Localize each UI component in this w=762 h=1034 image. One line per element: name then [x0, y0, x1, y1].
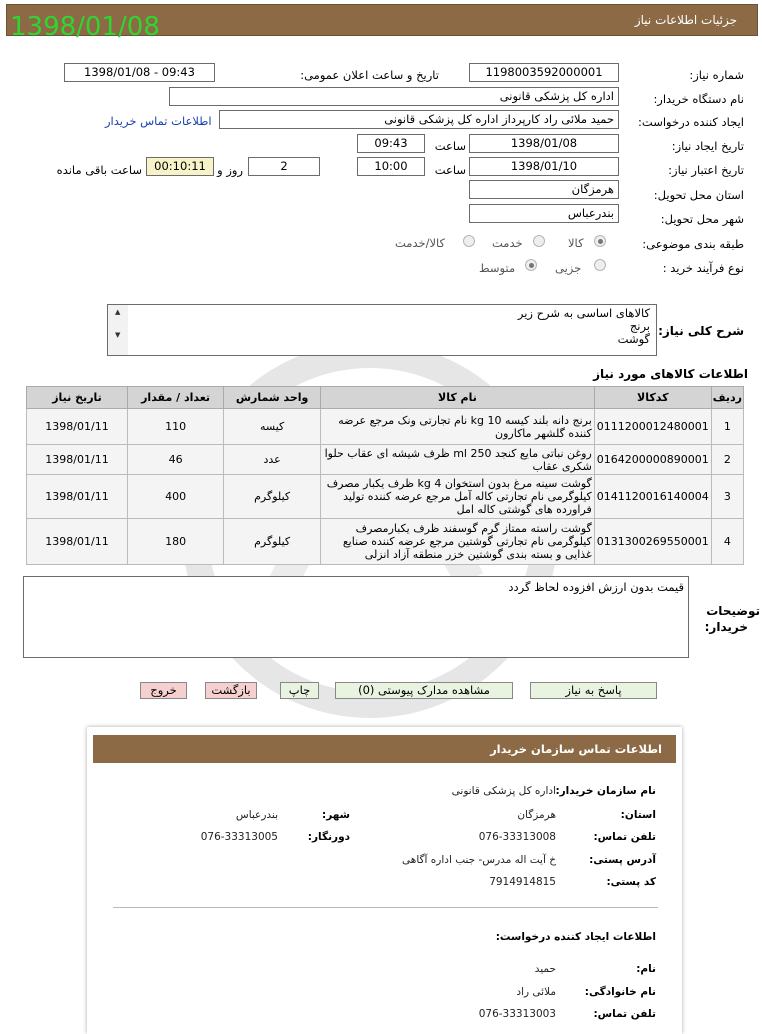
category-option-both: کالا/خدمت [395, 236, 446, 250]
requester-family-label: نام خانوادگی: [584, 986, 656, 998]
contact-panel-title: اطلاعات تماس سازمان خریدار [490, 742, 662, 756]
table-row[interactable] [27, 519, 744, 565]
contact-panel-header [93, 735, 676, 763]
contact-address-label: آدرس پستی: [589, 854, 656, 866]
contact-city-value: بندرعباس [235, 809, 278, 821]
buyer-contact-panel [87, 727, 682, 1034]
cell-date: 1398/01/11 [27, 409, 128, 445]
need-number-label: شماره نیاز: [689, 68, 744, 82]
general-desc-label: شرح کلی نیاز: [658, 324, 744, 338]
validity-time-field: 10:00 [357, 157, 425, 176]
attachments-button[interactable]: مشاهده مدارک پیوستی (0) [335, 682, 513, 699]
scroll-up-icon[interactable]: ▲ [115, 308, 121, 316]
general-desc-textarea[interactable] [107, 304, 657, 356]
th-code: کدکالا [594, 387, 711, 409]
contact-fax-label: دورنگار: [307, 831, 350, 843]
city-field: بندرعباس [469, 204, 619, 223]
buyer-notes-label-1: توضیحات [706, 604, 760, 618]
days-label: روز و [217, 163, 243, 177]
cell-code: 0164200000890001 [594, 445, 711, 475]
created-date-field: 1398/01/08 [469, 134, 619, 153]
cell-qty: 46 [128, 445, 224, 475]
creator-label: ایجاد کننده درخواست: [638, 115, 744, 129]
cell-name: گوشت سینه مرغ بدون استخوان 4 kg ظرف یکبار مصرف کیلوگرمی نام تجارتی کاله آمل مرجع عرضه کننده تولید فراورده های گوشتی کاله امل [321, 475, 595, 519]
category-radio-goods[interactable] [594, 235, 606, 247]
table-row[interactable] [27, 409, 744, 445]
contact-province-value: هرمزگان [517, 809, 556, 821]
purchase-radio-minor[interactable] [594, 259, 606, 271]
cell-code: 0141120016140004 [594, 475, 711, 519]
created-time-label: ساعت [434, 139, 466, 153]
validity-time-label: ساعت [434, 163, 466, 177]
th-name: نام کالا [321, 387, 595, 409]
buyer-org-label: نام دستگاه خریدار: [653, 92, 744, 106]
contact-org-value: اداره کل پزشکی قانونی [451, 785, 556, 797]
category-label: طبقه بندی موضوعی: [642, 237, 744, 251]
category-radio-both[interactable] [463, 235, 475, 247]
contact-province-label: استان: [620, 809, 656, 821]
announce-field: 1398/01/08 - 09:43 [64, 63, 215, 82]
buyer-contact-link[interactable]: اطلاعات تماس خریدار [105, 114, 212, 128]
general-desc-line-1: کالاهای اساسی به شرح زیر [517, 306, 650, 320]
contact-address-value: خ آیت اله مدرس- جنب اداره آگاهی [402, 854, 556, 866]
cell-date: 1398/01/11 [27, 475, 128, 519]
requester-name-value: حمید [534, 963, 556, 975]
items-table [26, 386, 744, 565]
table-row[interactable] [27, 475, 744, 519]
requester-phone-label: تلفن تماس: [593, 1008, 656, 1020]
requester-phone-value: 076-33313003 [478, 1008, 556, 1020]
th-qty: تعداد / مقدار [128, 387, 224, 409]
items-section-title: اطلاعات کالاهای مورد نیاز [593, 367, 748, 381]
city-label: شهر محل تحویل: [660, 212, 744, 226]
cell-code: 0131300269550001 [594, 519, 711, 565]
page-title: جزئیات اطلاعات نیاز [634, 13, 737, 27]
general-desc-line-3: گوشت [617, 332, 650, 346]
cell-qty: 180 [128, 519, 224, 565]
contact-postal-value: 7914914815 [489, 876, 556, 888]
cell-name: روغن نباتی مایع کنجد 250 ml ظرف شیشه ای عقاب حلوا شکری عقاب [321, 445, 595, 475]
cell-qty: 400 [128, 475, 224, 519]
table-row[interactable] [27, 445, 744, 475]
cell-name: گوشت راسته ممتاز گرم گوسفند ظرف یکبارمصرف کیلوگرمی نام تجارتی گوشتین مرجع عرضه کننده صنایع غذایی و بسته بندی گوشتین خزر منطقه آزاد انزلی [321, 519, 595, 565]
created-time-field: 09:43 [357, 134, 425, 153]
contact-city-label: شهر: [322, 809, 350, 821]
remaining-time-field: 00:10:11 [146, 157, 214, 176]
requester-title: اطلاعات ایجاد کننده درخواست: [495, 931, 656, 943]
category-option-goods: کالا [568, 236, 584, 250]
cell-row-num: 1 [711, 409, 743, 445]
announce-label: تاریخ و ساعت اعلان عمومی: [300, 68, 439, 82]
purchase-radio-medium[interactable] [525, 259, 537, 271]
purchase-option-medium: متوسط [479, 261, 516, 275]
need-number-field: 1198003592000001 [469, 63, 619, 82]
contact-postal-label: کد پستی: [606, 876, 656, 888]
validity-date-label: تاریخ اعتبار نیاز: [668, 163, 744, 177]
buyer-notes-label-2: خریدار: [704, 620, 748, 634]
exit-button[interactable]: خروج [140, 682, 187, 699]
purchase-option-minor: جزیی [555, 261, 582, 275]
th-row: ردیف [711, 387, 743, 409]
created-date-label: تاریخ ایجاد نیاز: [671, 139, 744, 153]
cell-name: برنج دانه بلند کیسه 10 kg نام تجارتی ونک مرجع عرضه کننده گلشهر ماکارون [321, 409, 595, 445]
cell-row-num: 3 [711, 475, 743, 519]
province-label: استان محل تحویل: [653, 188, 744, 202]
contact-phone-label: تلفن تماس: [593, 831, 656, 843]
buyer-org-field: اداره کل پزشکی قانونی [169, 87, 619, 106]
general-desc-line-2: برنج [629, 319, 650, 333]
cell-unit: کیلوگرم [224, 475, 321, 519]
reply-button[interactable]: پاسخ به نیاز [530, 682, 657, 699]
creator-field: حمید ملائی راد کارپرداز اداره کل پزشکی قانونی [219, 110, 619, 129]
contact-phone-value: 076-33313008 [478, 831, 556, 843]
requester-family-value: ملائی راد [516, 986, 556, 998]
purchase-type-label: نوع فرآیند خرید : [662, 261, 744, 275]
cell-unit: کیلوگرم [224, 519, 321, 565]
cell-code: 0111200012480001 [594, 409, 711, 445]
cell-unit: کیسه [224, 409, 321, 445]
cell-row-num: 4 [711, 519, 743, 565]
province-field: هرمزگان [469, 180, 619, 199]
category-option-service: خدمت [492, 236, 523, 250]
panel-divider [113, 907, 658, 908]
th-unit: واحد شمارش [224, 387, 321, 409]
validity-date-field: 1398/01/10 [469, 157, 619, 176]
buyer-notes-textarea[interactable]: قیمت بدون ارزش افزوده لحاظ گردد [23, 576, 689, 658]
back-button[interactable]: بازگشت [205, 682, 257, 699]
th-date: تاریخ نیاز [27, 387, 128, 409]
contact-fax-value: 076-33313005 [200, 831, 278, 843]
scroll-down-icon[interactable]: ▼ [115, 331, 121, 339]
cell-date: 1398/01/11 [27, 519, 128, 565]
cell-row-num: 2 [711, 445, 743, 475]
cell-date: 1398/01/11 [27, 445, 128, 475]
cell-unit: عدد [224, 445, 321, 475]
overlay-date: 1398/01/08 [10, 12, 160, 42]
category-radio-service[interactable] [533, 235, 545, 247]
requester-name-label: نام: [636, 963, 656, 975]
contact-org-label: نام سازمان خریدار: [555, 785, 656, 797]
remaining-label: ساعت باقی مانده [56, 163, 142, 177]
desc-scrollbar[interactable] [108, 305, 128, 355]
days-field: 2 [248, 157, 320, 176]
print-button[interactable]: چاپ [280, 682, 319, 699]
cell-qty: 110 [128, 409, 224, 445]
